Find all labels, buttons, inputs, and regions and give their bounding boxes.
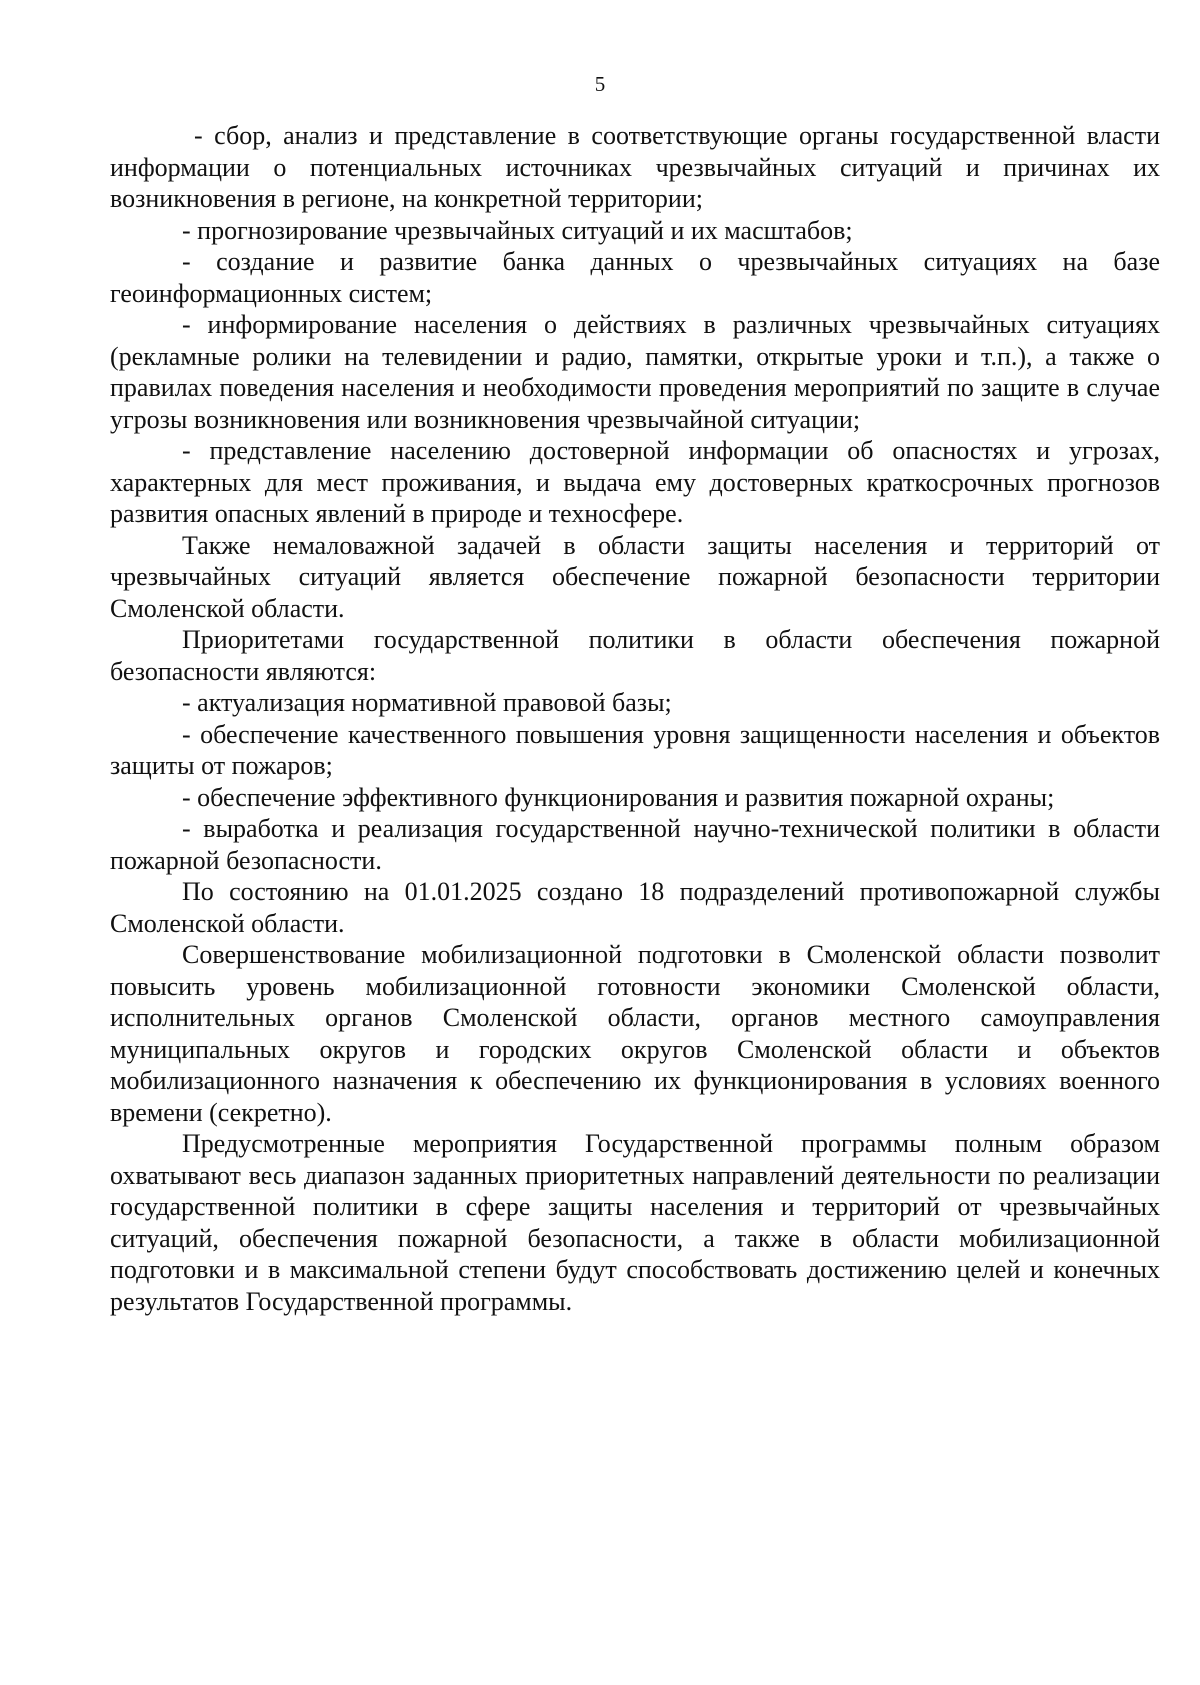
paragraph-item-fire-service: - обеспечение эффективного функционирования и развития пожарной охраны; [182,782,1055,812]
paragraph-priorities-intro: Приоритетами государственной политики в области обеспечения пожарной безопасности являются: [110,625,1160,686]
paragraph-item-databank: - создание и развитие банка данных о чрезвычайных ситуациях на базе геоинформационных систем; [110,247,1160,308]
paragraph-item-scientific-policy: - выработка и реализация государственной научно-технической политики в области пожарной безопасности. [110,814,1160,875]
document-body [110,120,1160,1317]
paragraph-item-protection-level: - обеспечение качественного повышения уровня защищенности населения и объектов защиты от пожаров; [110,719,1160,780]
page-number: 5 [594,72,606,96]
paragraph-item-forecasting: - прогнозирование чрезвычайных ситуаций и их масштабов; [182,215,853,245]
paragraph-item-reliable-information: - представление населению достоверной информации об опасностях и угрозах, характерных для мест проживания, и выдача ему достоверных краткосрочных прогнозов развития опасных явлений в природе и техносфере. [110,436,1160,528]
paragraph-item-regulatory-base: - актуализация нормативной правовой базы; [182,688,672,717]
paragraph-item-informing-population: - информирование населения о действиях в различных чрезвычайных ситуациях (рекламные ролики на телевидении и радио, памятки, открытые уроки и т.п.), а также о правилах поведения населения и необходимости проведения мероприятий по защите в случае угрозы возникновения или возникновения чрезвычайной ситуации; [110,310,1160,434]
paragraph-program-conclusion: Предусмотренные мероприятия Государственной программы полным образом охватывают весь диапазон заданных приоритетных направлений деятельности по реализации государственной политики в сфере защиты населения и территорий от чрезвычайных ситуаций, обеспечения пожарной безопасности, а также в области мобилизационной подготовки и в максимальной степени будут способствовать достижению целей и конечных результатов Государственной программы. [110,1129,1160,1316]
paragraph-item-data-collection: - сбор, анализ и представление в соответствующие органы государственной власти информации о потенциальных источниках чрезвычайных ситуаций и причинах их возникновения в регионе, на конкретной территории; [110,121,1160,213]
paragraph-fire-safety-task: Также немаловажной задачей в области защиты населения и территорий от чрезвычайных ситуаций является обеспечение пожарной безопасности территории Смоленской области. [110,530,1160,623]
paragraph-mobilization: Совершенствование мобилизационной подготовки в Смоленской области позволит повысить уровень мобилизационной готовности экономики Смоленской области, исполнительных органов Смоленской области, органов местного самоуправления муниципальных округов и городских округов Смоленской области и объектов мобилизационного назначения к обеспечению их функционирования в условиях военного времени (секретно). [110,940,1160,1127]
paragraph-fire-units-status: По состоянию на 01.01.2025 создано 18 подразделений противопожарной службы Смоленской области. [110,877,1160,938]
